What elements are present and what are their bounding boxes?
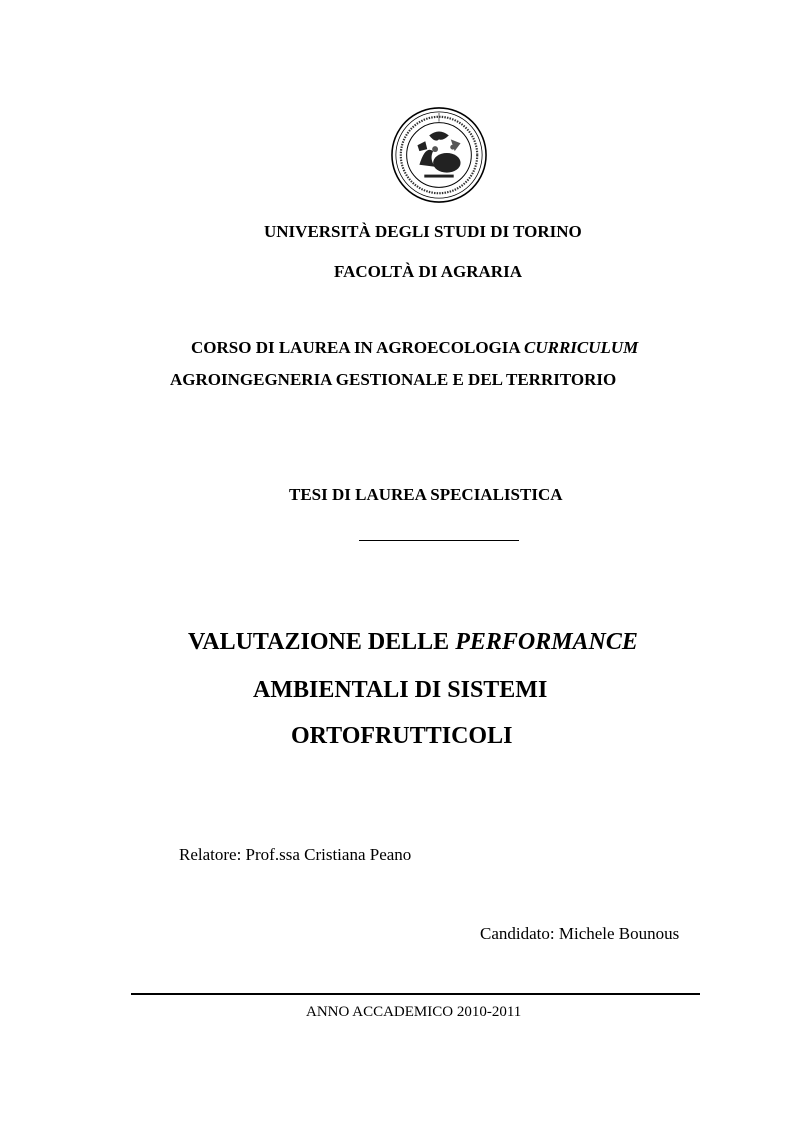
title-performance: PERFORMANCE [455, 629, 638, 655]
thesis-title-line-1 [188, 629, 638, 656]
course-line-1 [191, 338, 638, 358]
faculty-name: FACOLTÀ DI AGRARIA [334, 262, 522, 281]
thesis-type: TESI DI LAUREA SPECIALISTICA [289, 485, 563, 504]
thesis-title-line-2: AMBIENTALI DI SISTEMI [253, 677, 548, 703]
course-line-2: AGROINGEGNERIA GESTIONALE E DEL TERRITORIO [170, 370, 617, 389]
separator-short [359, 540, 519, 541]
course-prefix: CORSO DI LAUREA IN AGROECOLOGIA [191, 338, 524, 357]
university-name: UNIVERSITÀ DEGLI STUDI DI TORINO [264, 222, 582, 241]
university-seal-icon [390, 106, 488, 204]
candidate: Candidato: Michele Bounous [480, 924, 680, 943]
supervisor: Relatore: Prof.ssa Cristiana Peano [179, 845, 412, 864]
academic-year: ANNO ACCADEMICO 2010-2011 [306, 1004, 522, 1020]
separator-long [131, 993, 700, 995]
course-curriculum: CURRICULUM [523, 338, 639, 357]
title-prefix: VALUTAZIONE DELLE [188, 629, 456, 655]
thesis-title-line-3: ORTOFRUTTICOLI [291, 723, 513, 749]
